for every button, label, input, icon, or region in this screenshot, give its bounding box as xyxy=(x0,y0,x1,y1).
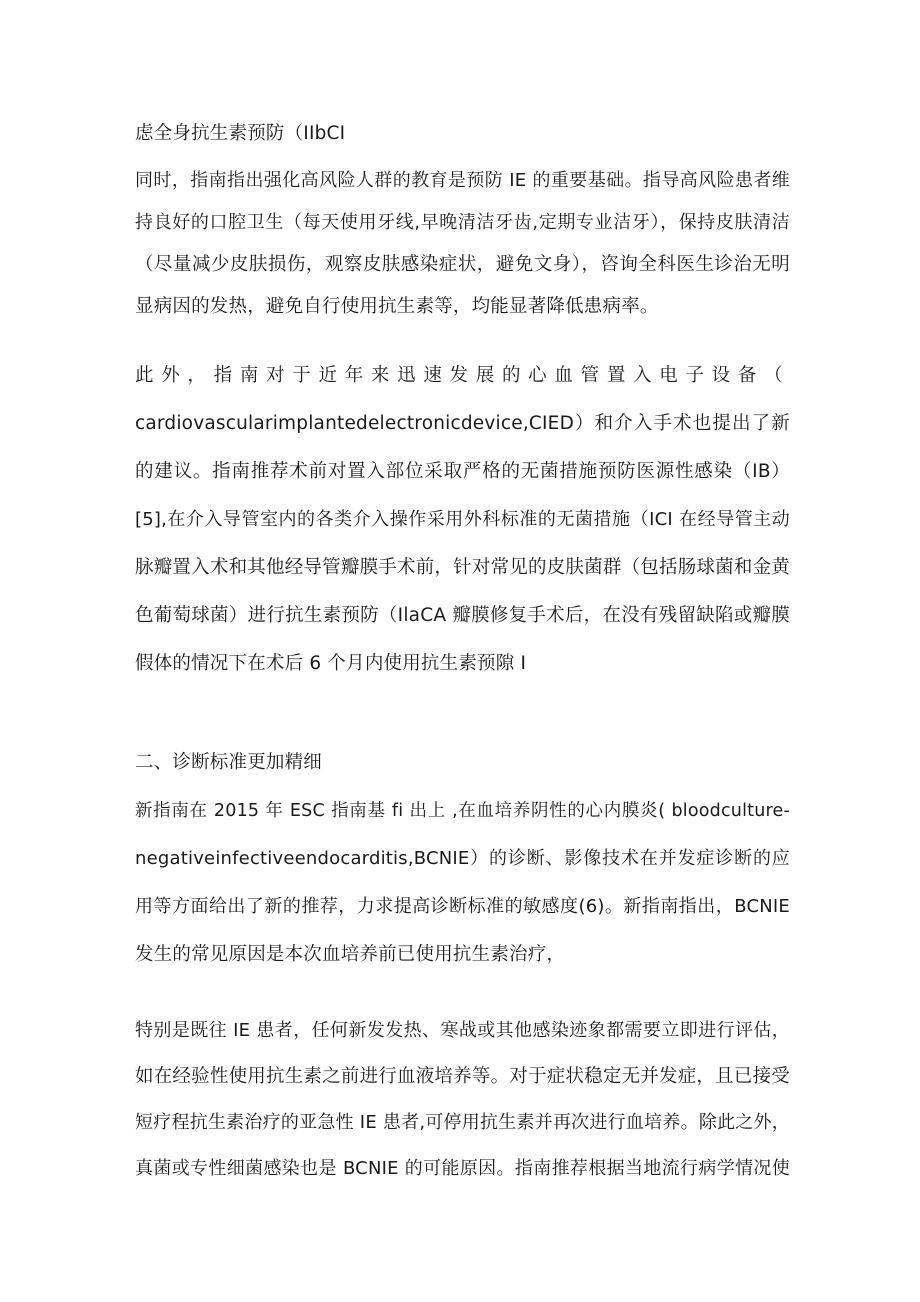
text-line: 特别是既往 IE 患者，任何新发发热、寒战或其他感染迹象都需要立即进行评估， xyxy=(135,1020,790,1041)
text-line: 持良好的口腔卫生（每天使用牙线,早晚清洁牙齿,定期专业洁牙），保持皮肤清洁 xyxy=(135,212,790,233)
text-line: 用等方面给出了新的推荐，力求提高诊断标准的敏感度(6)。新指南指出，BCNIE xyxy=(135,896,790,917)
heading-text: 二、诊断标准更加精细 xyxy=(135,752,323,773)
text-line: 虑全身抗生素预防（IIbCI xyxy=(135,123,346,144)
text-line: 脉瓣置入术和其他经导管瓣膜手术前，针对常见的皮肤菌群（包括肠球菌和金黄 xyxy=(135,557,790,578)
text-line: 发生的常见原因是本次血培养前已使用抗生素治疗， xyxy=(135,944,566,965)
text-line: 真菌或专性细菌感染也是 BCNIE 的可能原因。指南推荐根据当地流行病学情况使 xyxy=(135,1158,790,1179)
text-line: 新指南在 2015 年 ESC 指南基 fi 出上 ,在血培养阴性的心内膜炎( bloodculture- xyxy=(135,801,790,821)
text-line: cardiovascularimplantedelectronicdevice,CIED）和介入手术也提出了新 xyxy=(135,413,790,434)
text-line: [5],在介入导管室内的各类介入操作采用外科标准的无菌措施（ICI 在经导管主动 xyxy=(135,509,790,530)
text-line: 显病因的发热，避免自行使用抗生素等，均能显著降低患病率。 xyxy=(135,296,659,317)
text-line: 同时，指南指出强化高风险人群的教育是预防 IE 的重要基础。指导高风险患者维 xyxy=(135,170,790,191)
text-line: 此外，指南对于近年来迅速发展的心血管置入电子设备（ xyxy=(135,365,790,386)
text-line: 色葡萄球菌）进行抗生素预防（IlaCA 瓣膜修复手术后，在没有残留缺陷或瓣膜 xyxy=(135,605,790,626)
text-line: 短疗程抗生素治疗的亚急性 IE 患者,可停用抗生素并再次进行血培养。除此之外， xyxy=(135,1112,790,1133)
text-line: （尽量减少皮肤损伤，观察皮肤感染症状，避免文身），咨询全科医生诊治无明 xyxy=(135,254,790,275)
text-line: 的建议。指南推荐术前对置入部位采取严格的无菌措施预防医源性感染（IB） xyxy=(135,461,790,482)
text-line: negativeinfectiveendocarditis,BCNIE）的诊断、影像技术在并发症诊断的应 xyxy=(135,848,790,869)
text-line: 假体的情况下在术后 6 个月内使用抗生素预隙 I xyxy=(135,653,527,674)
text-line: 如在经验性使用抗生素之前进行血液培养等。对于症状稳定无并发症，且已接受 xyxy=(135,1066,790,1087)
